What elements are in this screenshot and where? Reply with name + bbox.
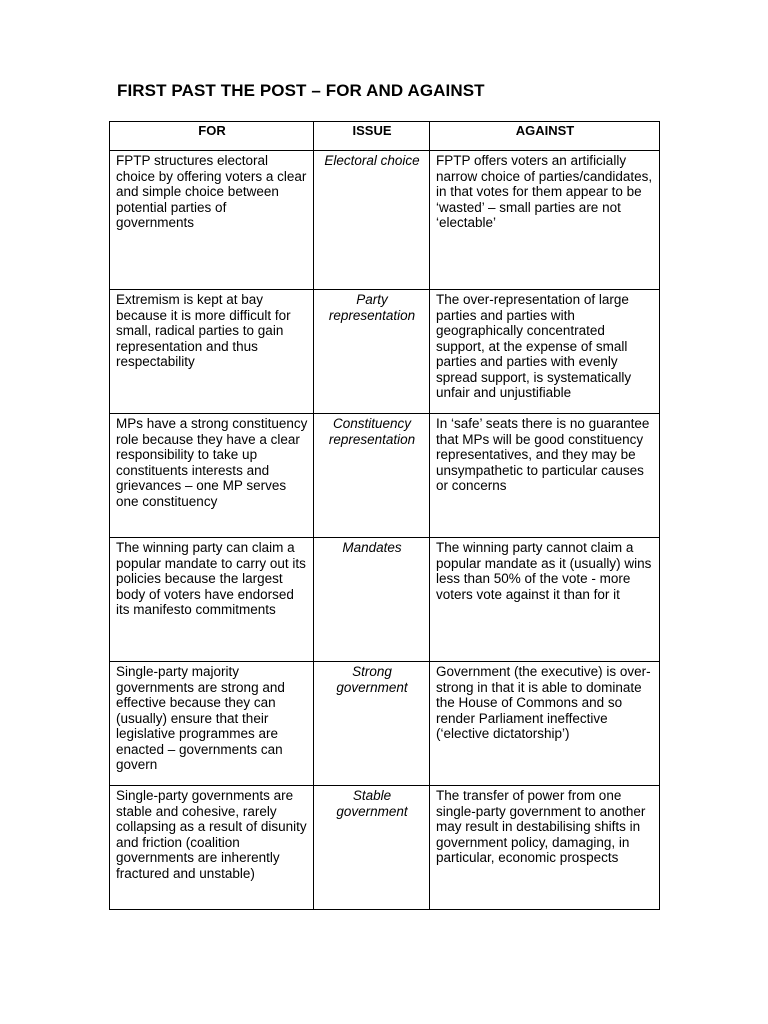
for-cell: FPTP structures electoral choice by offering voters a clear and simple choice between potential parties of governments	[110, 151, 314, 290]
issue-cell: Mandates	[314, 538, 430, 662]
against-cell: FPTP offers voters an artificially narrow choice of parties/candidates, in that votes for them appear to be ‘wasted’ – small parties are not ‘electable’	[430, 151, 660, 290]
issue-cell: Stable government	[314, 786, 430, 910]
issue-cell: Party representation	[314, 290, 430, 414]
for-cell: MPs have a strong constituency role because they have a clear responsibility to take up constituents interests and grievances – one MP serves one constituency	[110, 414, 314, 538]
table-row	[110, 662, 660, 786]
header-issue: ISSUE	[314, 122, 430, 151]
header-row	[110, 122, 660, 151]
against-cell: In ‘safe’ seats there is no guarantee that MPs will be good constituency representatives, and they may be unsympathetic to particular causes or concerns	[430, 414, 660, 538]
against-cell: Government (the executive) is over-strong in that it is able to dominate the House of Commons and so render Parliament ineffective (‘elective dictatorship’)	[430, 662, 660, 786]
for-cell: Extremism is kept at bay because it is more difficult for small, radical parties to gain representation and thus respectability	[110, 290, 314, 414]
header-for: FOR	[110, 122, 314, 151]
against-cell: The winning party cannot claim a popular mandate as it (usually) wins less than 50% of the vote - more voters vote against it than for it	[430, 538, 660, 662]
table-row	[110, 290, 660, 414]
table-row	[110, 414, 660, 538]
issue-cell: Electoral choice	[314, 151, 430, 290]
against-cell: The over-representation of large parties and parties with geographically concentrated support, at the expense of small parties and parties with evenly spread support, is systematically unfair and unjustifiable	[430, 290, 660, 414]
header-against: AGAINST	[430, 122, 660, 151]
issue-cell: Constituency representation	[314, 414, 430, 538]
for-cell: The winning party can claim a popular mandate to carry out its policies because the largest body of voters have endorsed its manifesto commitments	[110, 538, 314, 662]
table-row	[110, 538, 660, 662]
page-title: FIRST PAST THE POST – FOR AND AGAINST	[117, 81, 485, 100]
issue-cell: Strong government	[314, 662, 430, 786]
for-cell: Single-party governments are stable and cohesive, rarely collapsing as a result of disunity and friction (coalition governments are inherently fractured and unstable)	[110, 786, 314, 910]
table-row	[110, 151, 660, 290]
for-against-table	[109, 121, 660, 910]
against-cell: The transfer of power from one single-party government to another may result in destabilising shifts in government policy, damaging, in particular, economic prospects	[430, 786, 660, 910]
for-cell: Single-party majority governments are strong and effective because they can (usually) ensure that their legislative programmes are enacted – governments can govern	[110, 662, 314, 786]
table-row	[110, 786, 660, 910]
